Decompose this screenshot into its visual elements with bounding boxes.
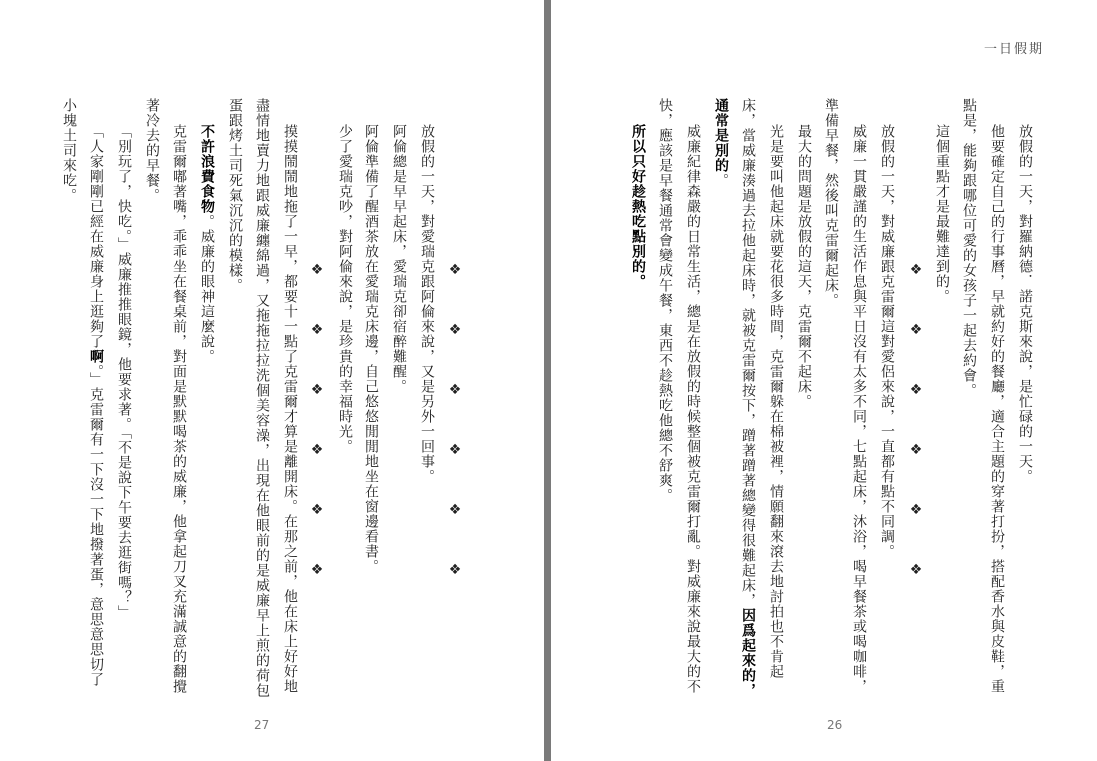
text-column: 最大的問題是放假的這天，克雷爾不起床。 (796, 124, 812, 409)
text-column: 克雷爾嘟著嘴，乖乖坐在餐桌前，對面是默默喝茶的威廉，他拿起刀叉充滿誠意的翻攪 (171, 124, 187, 694)
text-column (741, 98, 755, 698)
text-column: 放假的一天，對羅納德．諾克斯來說，是忙碌的一天。 (1017, 124, 1033, 484)
text-column (714, 98, 728, 188)
text-span: 床，當威廉湊過去拉他起床時，就被克雷爾按下，蹭著蹭著總變得很難起床， (740, 98, 756, 608)
running-head: 一日假期 (984, 42, 1045, 57)
text-column: 小塊土司來吃。 (61, 98, 77, 203)
bold-phrase: 通常是別的 (713, 98, 729, 173)
separator-ornament: ❖❖❖❖❖❖ (309, 262, 325, 622)
text-column: 放假的一天，對威廉跟克雷爾這對愛侶來說，一直都有點不同調。 (879, 124, 895, 559)
bold-phrase: 啊 (88, 349, 104, 364)
text-column: 少了愛瑞克吵，對阿倫來說，是珍貴的幸福時光。 (337, 124, 353, 454)
text-column: 光是要叫他起床就要花很多時間，克雷爾躲在棉被裡，情願翻來滾去地討拍也不肯起 (768, 124, 784, 679)
page-number: 26 (827, 718, 843, 732)
text-column: 他要確定自己的行事曆，早就約好的餐廳，適合主題的穿著打扮，搭配香水與皮鞋，重 (989, 124, 1005, 694)
bold-phrase: 所以只好趁熱吃點別的。 (630, 124, 646, 289)
book-gutter (544, 0, 551, 761)
text-span: 。 (713, 173, 729, 188)
text-span: 。威廉的眼神這麼說。 (199, 214, 215, 364)
text-column: 蛋跟烤土司死氣沉沉的模樣。 (227, 98, 243, 293)
text-column: 著冷去的早餐。 (144, 98, 160, 203)
page-number: 27 (254, 718, 270, 732)
text-column: 放假的一天，對愛瑞克跟阿倫來說，又是另外一回事。 (419, 124, 435, 484)
text-column: 摸摸鬧鬧地拖了一早，都要十一點了克雷爾才算是離開床。在那之前，他在床上好好地 (282, 124, 298, 694)
text-span: 「人家剛剛已經在威廉身上逛夠了 (88, 124, 104, 349)
bold-phrase: 因爲起來的， (740, 608, 756, 698)
text-column: 阿倫總是早早起床，愛瑞克卻宿醉難醒。 (391, 124, 407, 394)
text-column (89, 124, 103, 687)
text-column: 「別玩了，快吃。」威廉推推眼鏡，他要求著。「不是說下午要去逛街嗎？」 (116, 124, 132, 620)
text-column: 阿倫準備了醒酒茶放在愛瑞克床邊，自己悠悠閒閒地坐在窗邊看書。 (363, 124, 379, 574)
text-column (631, 124, 645, 289)
bold-phrase: 不許浪費食物 (199, 124, 215, 214)
text-column: 盡情地賣力地跟威廉纏綿過，又拖拖拉拉洗個美容澡，出現在他眼前的是威廉早上煎的荷包 (254, 98, 270, 698)
text-column: 威廉紀律森嚴的日常生活，總是在放假的時候整個被克雷爾打亂。對威廉來說最大的不 (685, 124, 701, 694)
text-span: 。」克雷爾有一下沒一下地撥著蛋，意思意思切了 (88, 364, 104, 687)
text-column: 威廉一貫嚴謹的生活作息與平日沒有太多不同，七點起床，沐浴，喝早餐茶或喝咖啡， (851, 124, 867, 694)
left-page (0, 0, 544, 761)
text-column: 準備早餐，然後叫克雷爾起床。 (823, 98, 839, 308)
text-column (200, 124, 214, 364)
separator-ornament: ❖❖❖❖❖❖ (447, 262, 463, 622)
right-page (551, 0, 1097, 761)
text-column: 快，應該是早餐通常會變成午餐，東西不趁熱吃他總不舒爽。 (657, 98, 673, 503)
separator-ornament: ❖❖❖❖❖❖ (908, 262, 924, 622)
text-column: 這個重點才是最難達到的。 (934, 124, 950, 304)
text-column: 點是，能夠跟哪位可愛的女孩子一起去約會。 (961, 98, 977, 398)
